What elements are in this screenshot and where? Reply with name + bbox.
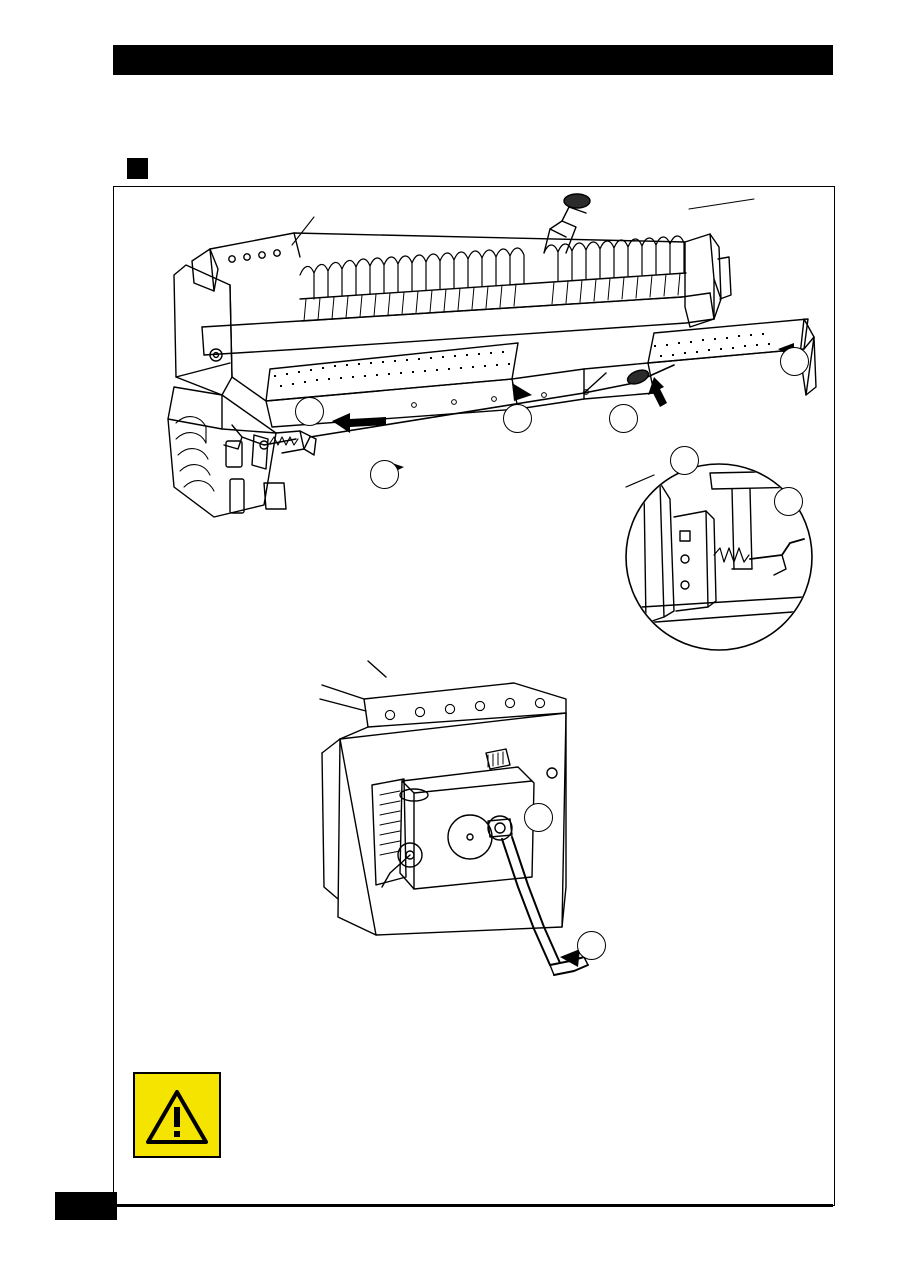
page-number [55,1192,117,1220]
callout-7 [774,487,803,516]
callout-1 [780,347,809,376]
page-number-tab [55,1192,117,1220]
callout-3 [370,460,399,489]
machine-illustration [114,187,831,1008]
warning-triangle-icon [133,1072,221,1158]
warning-triangle-glyph [146,1089,208,1145]
footer-rule [117,1204,833,1207]
callout-4 [503,404,532,433]
callout-6 [670,446,699,475]
callout-8 [524,803,553,832]
section-marker [127,158,148,179]
figure-frame [113,186,835,1012]
callout-5 [609,404,638,433]
header-bar [113,45,833,75]
note-frame [113,1010,835,1206]
callout-2 [295,397,324,426]
callout-9 [577,931,606,960]
